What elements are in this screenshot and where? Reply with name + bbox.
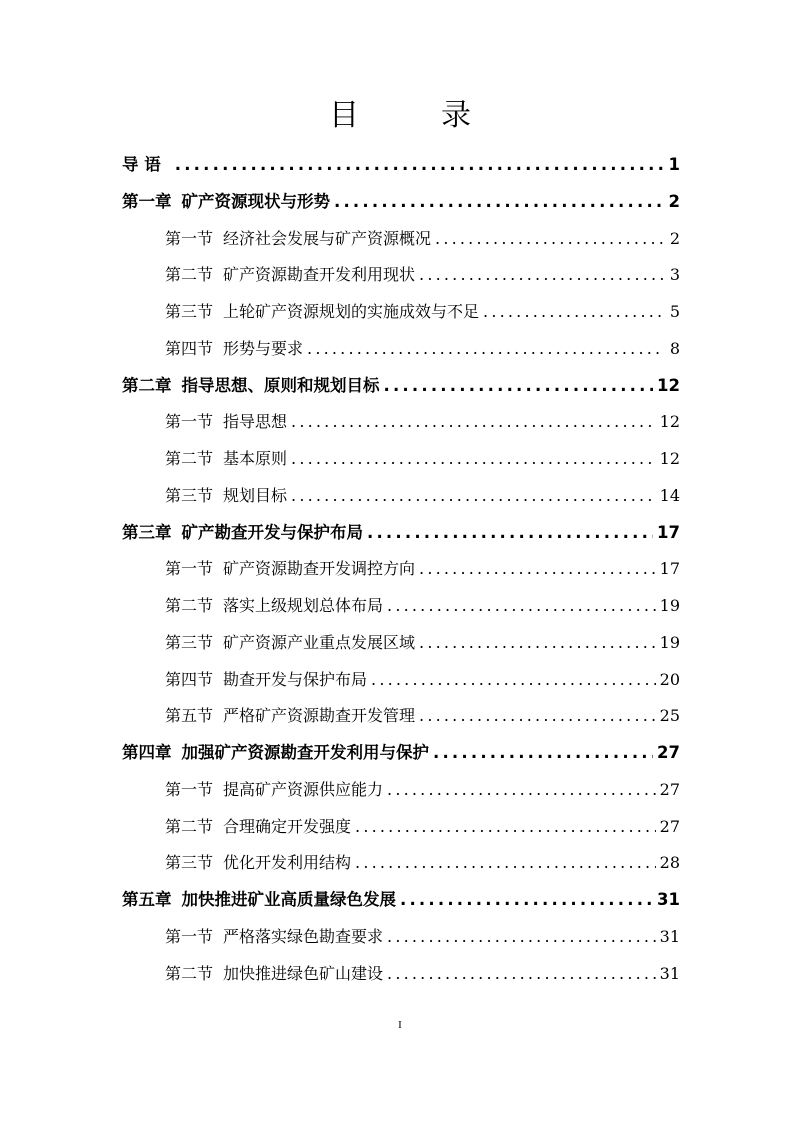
toc-entry-page-number: 8	[669, 338, 680, 358]
toc-entry-title: 提高矿产资源供应能力	[223, 779, 384, 799]
toc-dot-leader	[367, 515, 653, 552]
toc-entry-page-number: 5	[669, 302, 680, 321]
toc-dot-leader	[435, 221, 664, 258]
toc-entry-number: 第一章	[122, 191, 172, 211]
toc-section-entry[interactable]	[122, 441, 680, 478]
toc-entry-label	[122, 184, 330, 221]
toc-dot-leader	[419, 257, 664, 294]
toc-entry-number: 第三节	[165, 302, 214, 321]
toc-entry-title: 落实上级规划总体布局	[223, 596, 384, 615]
toc-dot-leader	[483, 294, 664, 331]
toc-section-entry[interactable]	[122, 809, 680, 846]
toc-dot-leader	[334, 184, 664, 221]
toc-dot-leader	[387, 588, 656, 625]
toc-entry-label	[165, 919, 383, 956]
toc-entry-title: 勘查开发与保护布局	[223, 669, 368, 689]
toc-section-entry[interactable]	[122, 956, 680, 993]
toc-entry-label	[165, 441, 287, 478]
toc-section-entry[interactable]	[122, 331, 680, 368]
toc-dot-leader	[291, 478, 656, 515]
toc-entry-label	[165, 551, 415, 588]
toc-section-entry[interactable]	[122, 698, 680, 735]
toc-entry-page-number: 12	[659, 449, 680, 468]
toc-dot-leader	[175, 147, 664, 184]
toc-entry-number: 第四章	[122, 743, 172, 762]
toc-entry-title: 严格矿产资源勘查开发管理	[223, 706, 416, 726]
toc-chapter-entry[interactable]	[122, 882, 680, 919]
toc-dot-leader	[355, 845, 656, 882]
toc-entry-title: 矿产资源勘查开发利用现状	[223, 265, 416, 285]
toc-entry-number: 第二节	[165, 963, 214, 983]
toc-entry-page-number: 20	[659, 669, 680, 689]
toc-section-entry[interactable]	[122, 625, 680, 662]
toc-entry-title: 矿产资源产业重点发展区域	[223, 632, 416, 652]
toc-entry-title: 加强矿产资源勘查开发利用与保护	[181, 743, 429, 762]
toc-entry-title: 严格落实绿色勘查要求	[223, 926, 384, 946]
toc-dot-leader	[291, 404, 656, 441]
toc-dot-leader	[400, 882, 653, 919]
toc-entry-label	[165, 588, 383, 625]
toc-entry-page-number: 31	[659, 926, 680, 946]
toc-entry-number: 第一节	[165, 926, 214, 946]
toc-entry-title: 上轮矿产资源规划的实施成效与不足	[223, 302, 480, 321]
toc-dot-leader	[384, 368, 654, 405]
toc-chapter-entry[interactable]	[122, 184, 680, 221]
toc-entry-label	[122, 882, 396, 919]
toc-entry-title: 基本原则	[223, 449, 288, 468]
toc-entry-page-number: 2	[668, 191, 680, 211]
toc-entry-page-number: 19	[659, 596, 680, 615]
toc-entry-page-number: 2	[669, 228, 680, 248]
toc-entry-label	[165, 221, 431, 258]
toc-entry-label	[165, 478, 287, 515]
toc-entry-title: 加快推进绿色矿山建设	[223, 963, 384, 983]
toc-chapter-entry[interactable]	[122, 368, 680, 405]
toc-entry-page-number: 3	[669, 265, 680, 285]
toc-dot-leader	[371, 662, 656, 699]
toc-entry-label	[165, 809, 351, 846]
toc-section-entry[interactable]	[122, 257, 680, 294]
toc-entry-page-number: 14	[659, 485, 680, 505]
toc-dot-leader	[307, 331, 664, 368]
toc-chapter-entry[interactable]	[122, 735, 680, 772]
toc-section-entry[interactable]	[122, 845, 680, 882]
toc-entry-page-number: 17	[657, 522, 680, 542]
toc-section-entry[interactable]	[122, 772, 680, 809]
toc-entry-number: 第一节	[165, 559, 214, 579]
toc-entry-title: 矿产资源现状与形势	[181, 191, 330, 211]
toc-entry-title: 矿产资源勘查开发调控方向	[223, 559, 416, 579]
toc-entry-title: 矿产勘查开发与保护布局	[181, 522, 363, 542]
toc-entry-number: 第一节	[165, 779, 214, 799]
toc-entry-title: 合理确定开发强度	[223, 816, 352, 836]
toc-entry-number: 第一节	[165, 412, 214, 432]
toc-entry-number: 第二节	[165, 449, 214, 468]
toc-dot-leader	[387, 956, 656, 993]
toc-entry-number: 第三节	[165, 632, 214, 652]
toc-entry-page-number: 12	[659, 412, 680, 432]
toc-entry-number: 第三节	[165, 853, 214, 873]
toc-dot-leader	[419, 625, 656, 662]
toc-section-entry[interactable]	[122, 662, 680, 699]
toc-entry-number: 第五节	[165, 706, 214, 726]
toc-entry-title: 指导思想	[223, 412, 288, 432]
toc-entry-title: 规划目标	[223, 485, 288, 505]
toc-entry-page-number: 27	[659, 816, 680, 836]
toc-entry-title: 优化开发利用结构	[223, 853, 352, 873]
toc-entry-page-number: 12	[657, 375, 680, 395]
toc-entry-label	[165, 845, 351, 882]
toc-section-entry[interactable]	[122, 588, 680, 625]
toc-section-entry[interactable]	[122, 221, 680, 258]
toc-entry-label	[122, 147, 171, 184]
page-title: 目 录	[329, 98, 497, 133]
toc-entry-label	[165, 772, 383, 809]
toc-entry-label	[165, 294, 479, 331]
page-number-footer: I	[398, 1019, 402, 1031]
toc-section-entry[interactable]	[122, 478, 680, 515]
toc-dot-leader	[419, 698, 656, 735]
toc-entry-label	[165, 625, 415, 662]
toc-entry-label	[165, 404, 287, 441]
toc-section-entry[interactable]	[122, 294, 680, 331]
toc-entry-page-number: 31	[657, 890, 680, 909]
toc-section-entry[interactable]	[122, 919, 680, 956]
toc-entry-page-number: 25	[659, 706, 680, 726]
toc-entry-title: 加快推进矿业高质量绿色发展	[181, 890, 396, 909]
toc-entry-page-number: 27	[659, 779, 680, 799]
toc-entry-number: 第三节	[165, 485, 214, 505]
toc-entry-page-number: 28	[659, 853, 680, 873]
toc-dot-leader	[291, 441, 656, 478]
toc-entry-number: 第二节	[165, 816, 214, 836]
toc-entry-number: 导 语	[122, 155, 161, 174]
toc-entry-label	[165, 257, 415, 294]
toc-chapter-entry[interactable]	[122, 515, 680, 552]
toc-entry-label	[122, 515, 363, 552]
toc-entry-number: 第四节	[165, 669, 214, 689]
toc-entry-number: 第二节	[165, 596, 214, 615]
toc-dot-leader	[419, 551, 656, 588]
table-of-contents	[122, 147, 680, 992]
toc-section-entry[interactable]	[122, 551, 680, 588]
toc-dot-leader	[387, 919, 656, 956]
toc-entry-number: 第五章	[122, 890, 172, 909]
toc-entry-label	[165, 698, 415, 735]
toc-entry-page-number: 19	[659, 632, 680, 652]
toc-entry-number: 第四节	[165, 338, 214, 358]
toc-entry-title: 经济社会发展与矿产资源概况	[223, 228, 432, 248]
toc-entry-title: 形势与要求	[223, 338, 304, 358]
toc-entry-number: 第二节	[165, 265, 214, 285]
toc-entry-label	[165, 662, 367, 699]
toc-entry-number: 第一节	[165, 228, 214, 248]
toc-entry-page-number: 31	[659, 963, 680, 983]
toc-entry-page-number: 1	[668, 155, 680, 174]
toc-dot-leader	[355, 809, 656, 846]
toc-entry-page-number: 17	[659, 559, 680, 579]
toc-entry-title: 指导思想、原则和规划目标	[181, 375, 380, 395]
toc-entry-label	[122, 735, 429, 772]
toc-dot-leader	[387, 772, 656, 809]
toc-entry-label	[122, 368, 380, 405]
toc-dot-leader	[433, 735, 653, 772]
toc-section-entry[interactable]	[122, 404, 680, 441]
toc-chapter-entry[interactable]	[122, 147, 680, 184]
toc-entry-label	[165, 956, 383, 993]
toc-entry-number: 第三章	[122, 522, 172, 542]
toc-entry-label	[165, 331, 303, 368]
toc-entry-number: 第二章	[122, 375, 172, 395]
toc-entry-page-number: 27	[657, 743, 680, 762]
